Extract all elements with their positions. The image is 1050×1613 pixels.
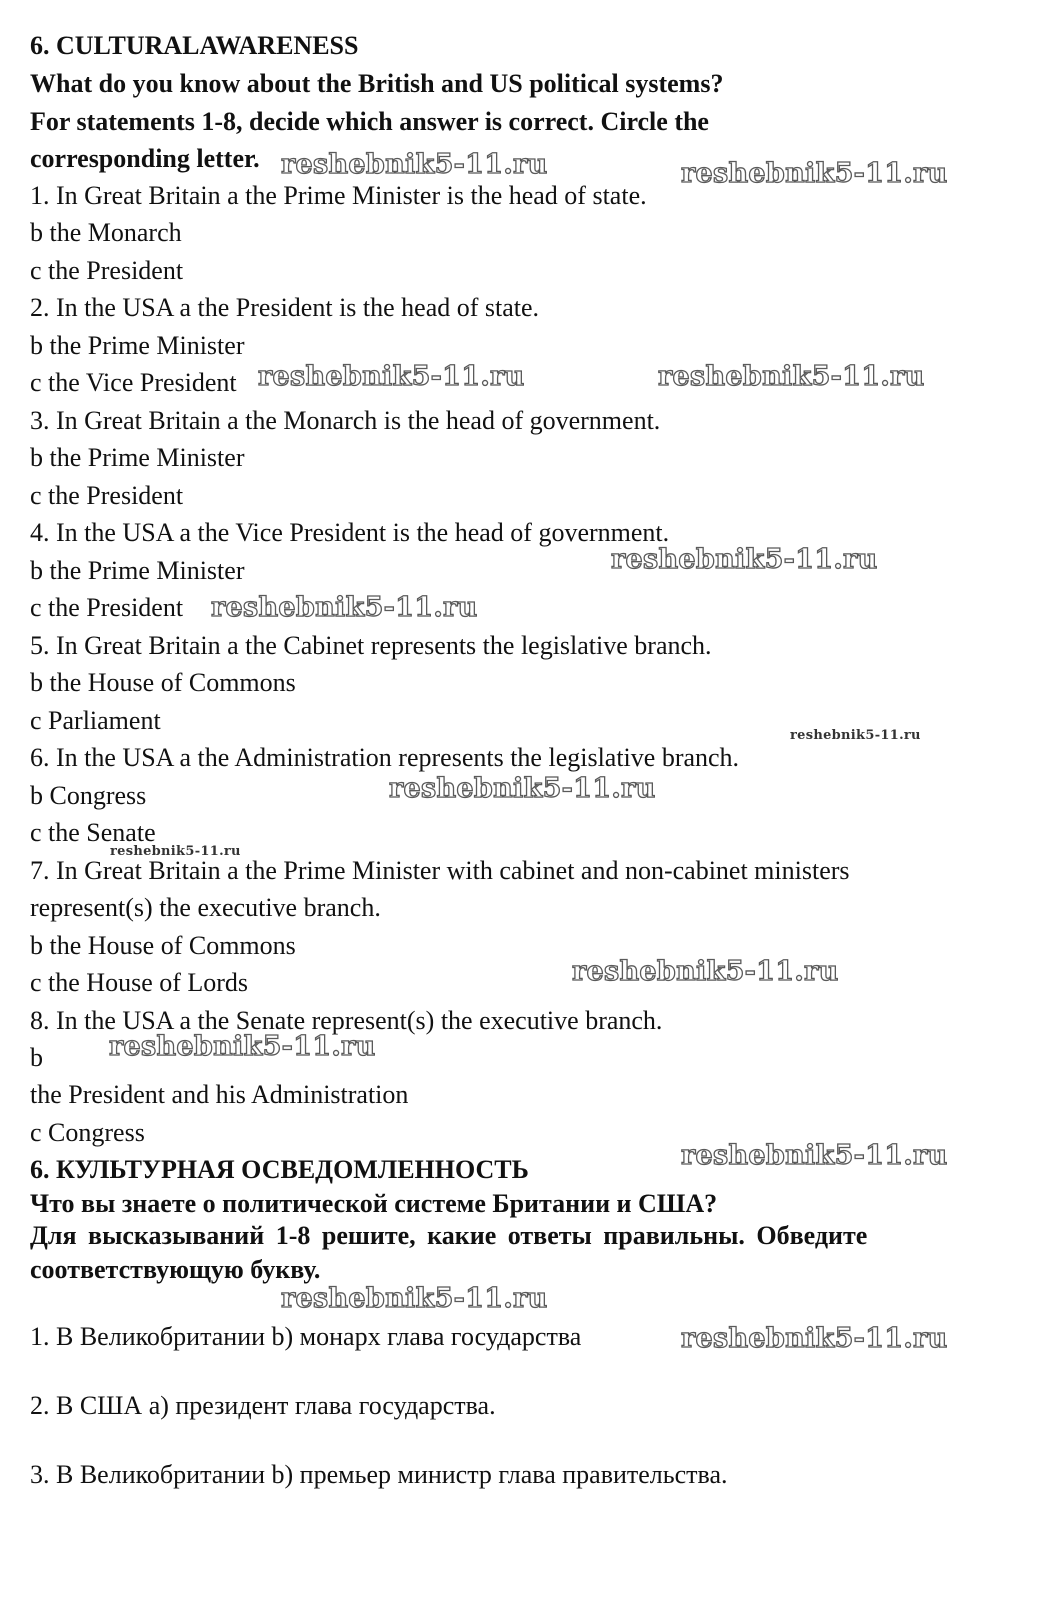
watermark: reshebnik5-11.ru xyxy=(681,1140,948,1171)
watermark: reshebnik5-11.ru xyxy=(110,844,241,859)
watermark: reshebnik5-11.ru xyxy=(389,773,656,804)
ru-section-title: 6. КУЛЬТУРНАЯ ОСВЕДОМЛЕННОСТЬ xyxy=(30,1155,529,1184)
watermark: reshebnik5-11.ru xyxy=(258,361,525,392)
option-7c: c the House of Lords xyxy=(30,968,249,997)
statement-5: 5. In Great Britain a the Cabinet represents the legislative branch. xyxy=(30,631,712,660)
watermark: reshebnik5-11.ru xyxy=(681,158,948,189)
watermark: reshebnik5-11.ru xyxy=(790,728,921,743)
option-1b: b the Monarch xyxy=(30,218,182,247)
ru-instruction-line-2: соответствующую букву. xyxy=(30,1255,321,1284)
instruction-line-2: corresponding letter. xyxy=(30,144,260,173)
statement-7: 7. In Great Britain a the Prime Minister with cabinet and non-cabinet ministers xyxy=(30,856,850,885)
watermark: reshebnik5-11.ru xyxy=(681,1323,948,1354)
option-8b: the President and his Administration xyxy=(30,1080,409,1109)
option-2b: b the Prime Minister xyxy=(30,331,245,360)
option-5c: c Parliament xyxy=(30,706,161,735)
option-3c: c the President xyxy=(30,481,184,510)
section-title: 6. CULTURALAWARENESS xyxy=(30,31,359,60)
watermark: reshebnik5-11.ru xyxy=(109,1031,376,1062)
statement-8: 8. In the USA a the Senate represent(s) the executive branch. xyxy=(30,1006,663,1035)
option-8c: c Congress xyxy=(30,1118,145,1147)
option-7b: b the House of Commons xyxy=(30,931,296,960)
statement-7-continued: represent(s) the executive branch. xyxy=(30,893,381,922)
ru-instruction-line-1: Для высказываний 1-8 решите, какие ответы правильны. Обведите xyxy=(30,1221,868,1250)
statement-3: 3. In Great Britain a the Monarch is the head of government. xyxy=(30,406,661,435)
watermark: reshebnik5-11.ru xyxy=(658,361,925,392)
option-4c: c the President xyxy=(30,593,184,622)
ru-answer-3: 3. В Великобритании b) премьер министр глава правительства. xyxy=(30,1460,728,1489)
watermark: reshebnik5-11.ru xyxy=(572,956,839,987)
option-4b: b the Prime Minister xyxy=(30,556,245,585)
question-heading: What do you know about the British and US political systems? xyxy=(30,69,724,98)
option-6c: c the Senate xyxy=(30,818,156,847)
statement-4: 4. In the USA a the Vice President is the head of government. xyxy=(30,518,670,547)
statement-2: 2. In the USA a the President is the head of state. xyxy=(30,293,540,322)
option-3b: b the Prime Minister xyxy=(30,443,245,472)
option-8b-letter: b xyxy=(30,1043,43,1072)
ru-question-heading: Что вы знаете о политической системе Британии и США? xyxy=(30,1189,718,1218)
option-6b: b Congress xyxy=(30,781,147,810)
option-5b: b the House of Commons xyxy=(30,668,296,697)
watermark: reshebnik5-11.ru xyxy=(611,544,878,575)
ru-answer-1: 1. В Великобритании b) монарх глава государства xyxy=(30,1322,582,1351)
option-2c: c the Vice President xyxy=(30,368,237,397)
watermark: reshebnik5-11.ru xyxy=(211,592,478,623)
option-1c: c the President xyxy=(30,256,184,285)
statement-6: 6. In the USA a the Administration represents the legislative branch. xyxy=(30,743,740,772)
watermark: reshebnik5-11.ru xyxy=(281,1283,548,1314)
instruction-line-1: For statements 1-8, decide which answer is correct. Circle the xyxy=(30,107,709,136)
statement-1: 1. In Great Britain a the Prime Minister is the head of state. xyxy=(30,181,647,210)
ru-answer-2: 2. В США а) президент глава государства. xyxy=(30,1391,496,1420)
watermark: reshebnik5-11.ru xyxy=(281,149,548,180)
